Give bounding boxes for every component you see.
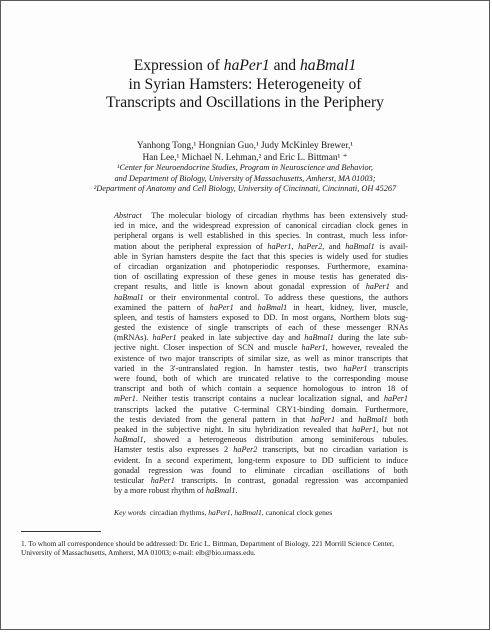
gene-name: haPer1	[365, 282, 390, 292]
abstract-line: by a more robust rhythm of haBmal1.	[114, 486, 238, 496]
gene-name: mPer1	[114, 394, 136, 404]
gene-name: haPer1	[150, 475, 175, 485]
affiliations	[1, 163, 489, 195]
abstract-line: evident. In a second experiment, long-term exposure to DD sufficient to induce	[114, 455, 408, 465]
gene-name: haPer1	[209, 302, 234, 312]
abstract-line: spleen, and testis of hamsters exposed to DD. In most organs, Northern blots sug-	[114, 312, 408, 322]
abstract-line	[114, 211, 408, 221]
abstract-line: transcript and both of which contain a sequence homologous to intron 18 of	[114, 384, 408, 394]
gene-name: haPer1	[343, 363, 368, 373]
gene-name: haPer1	[383, 394, 408, 404]
abstract-line: transcripts lacked the putative C-terminal CRY1-binding domain. Furthermore,	[114, 404, 408, 414]
abstract	[114, 211, 408, 496]
affiliation-line-1: ¹Center for Neuroendocrine Studies, Program in Neuroscience and Behavior,	[117, 163, 373, 172]
abstract-line: the testis deviated from the general pattern in that haPer1 and haBmal1 both	[114, 414, 408, 424]
abstract-line: examined the pattern of haPer1 and haBmal1 in heart, kidney, liver, muscle,	[114, 302, 408, 312]
gene-name: haPer2	[233, 445, 258, 455]
abstract-line: jective night. Closer inspection of SCN and muscle haPer1, however, revealed the	[114, 343, 408, 353]
footnote	[21, 539, 473, 558]
abstract-line: crepant results, and little is known about gonadal expression of haPer1 and	[114, 282, 408, 292]
gene-name: haBmal1	[300, 57, 357, 74]
abstract-line: haBmal1 or their environmental control. To address these questions, the authors	[114, 292, 408, 302]
gene-name: haPer1	[208, 508, 231, 517]
title-line-2: in Syrian Hamsters: Heterogeneity of	[128, 75, 362, 93]
paper-title	[1, 57, 489, 113]
gene-name: haPer1	[152, 333, 177, 343]
abstract-line: were found, both of which are truncated relative to the corresponding mouse	[114, 374, 408, 383]
gene-name: haBmal1	[345, 241, 375, 251]
gene-name: haBmal1	[205, 486, 236, 496]
gene-name: haPer2	[298, 241, 323, 251]
gene-name: haBmal1	[257, 302, 288, 312]
gene-name: haPer1	[267, 241, 292, 251]
abstract-line: Hamster testis also expresses 2 haPer2 transcripts, but no circadian variation is	[114, 445, 408, 455]
authors-line-2: Han Lee,¹ Michael N. Lehman,² and Eric L. Bittman¹ ⁺	[142, 152, 348, 163]
abstract-line: gested the existence of single transcripts of each of these messenger RNAs	[114, 323, 408, 333]
authors-line-1: Yanhong Tong,¹ Hongnian Guo,¹ Judy McKinley Brewer,¹	[136, 141, 354, 151]
affiliation-line-2: and Department of Biology, University of Massachusetts, Amherst, MA 01003;	[114, 173, 376, 183]
title-line-1: Expression of haPer1 and haBmal1	[133, 57, 357, 74]
abstract-line: varied in the 3'-untranslated region. In hamster testis, two haPer1 transcripts	[114, 363, 408, 373]
abstract-line: gonadal regression was found to eliminate circadian oscillations of both	[114, 465, 408, 475]
gene-name: haBmal1	[304, 333, 334, 343]
keywords-text: circadian rhythms, haPer1, haBmal1, canonical clock genes	[149, 508, 333, 517]
abstract-line: existence of two major transcripts of similar size, as well as minor transcripts that	[114, 353, 408, 363]
gene-name: haPer1	[310, 414, 336, 424]
keywords	[114, 508, 408, 518]
abstract-label: Abstract	[114, 211, 142, 220]
abstract-line-text: The molecular biology of circadian rhythms has been extensively stud-	[151, 211, 408, 220]
affiliation-line-3: ²Department of Anatomy and Cell Biology, University of Cincinnati, Cincinnati, OH 45267	[93, 184, 397, 194]
gene-name: haPer1	[352, 424, 377, 434]
footnote-line-1: 1. To whom all correspondence should be addressed: Dr. Eric L. Bittman, Department of Biology, 221 Morrill Science Center,	[21, 539, 394, 548]
footnote-rule	[21, 531, 101, 532]
gene-name: haBmal1	[358, 414, 388, 424]
gene-name: haBmal1	[234, 508, 262, 517]
abstract-line: of circadian organization and photoperiodic responses. Furthermore, examina-	[114, 261, 408, 271]
abstract-line: peaked in the subjective night. In situ hybridization revealed that haPer1, but not	[114, 424, 408, 434]
abstract-line: mation about the peripheral expression of haPer1, haPer2, and haBmal1 is avail-	[114, 241, 408, 251]
gene-name: haBmal1	[114, 435, 144, 445]
abstract-line: (mRNAs). haPer1 peaked in late subjective day and haBmal1 during the late sub-	[114, 333, 408, 343]
abstract-line: mPer1. Neither testis transcript contains a nuclear localization signal, and haPer1	[114, 394, 408, 404]
abstract-line: able in Syrian hamsters despite the fact that this species is widely used for studies	[114, 251, 408, 261]
footnote-line-2: University of Massachusetts, Amherst, MA 01003; e-mail: elb@bio.umass.edu.	[21, 548, 256, 558]
abstract-line: testicular haPer1 transcripts. In contrast, gonadal regression was accompanied	[114, 475, 408, 485]
title-line-3: Transcripts and Oscillations in the Periphery	[106, 94, 384, 111]
gene-name: haBmal1	[114, 292, 144, 302]
gene-name: haPer1	[301, 343, 326, 353]
author-list	[1, 141, 489, 164]
abstract-line: peripheral organs is well established in this species. In contrast, much less infor-	[114, 231, 408, 241]
abstract-line: haBmal1, showed a heterogeneous distribution among seminiferous tubules.	[114, 435, 408, 445]
gene-name: haPer1	[223, 57, 270, 74]
keywords-label: Key words	[114, 508, 146, 517]
abstract-line: ied in mice, and the widespread expression of canonical circadian clock genes in	[114, 221, 408, 231]
abstract-line: tion of oscillating expression of these genes in mouse testis has generated dis-	[114, 272, 408, 282]
